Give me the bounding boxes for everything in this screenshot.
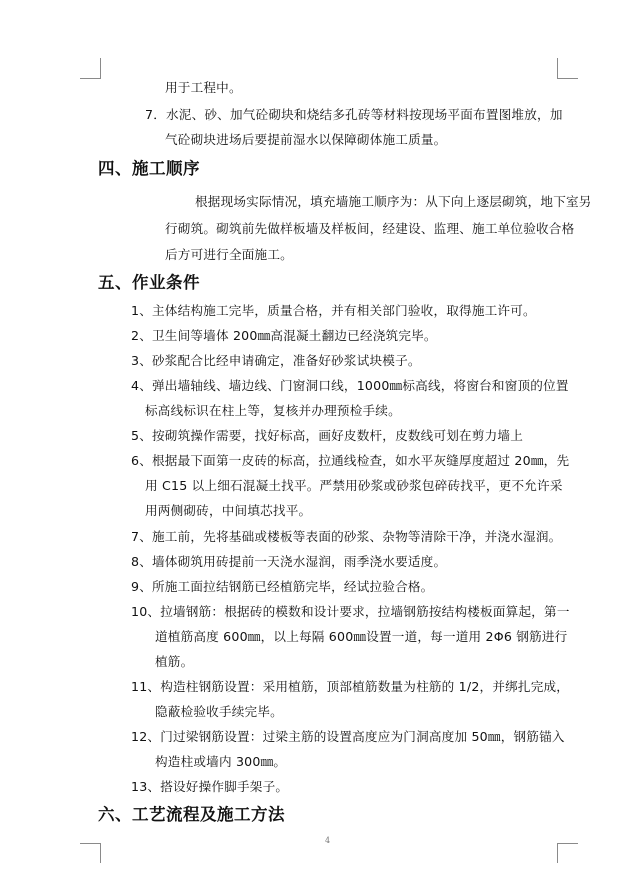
item-7-line-2: 气砼砌块进场后要提前湿水以保障砌体施工质量。: [165, 132, 447, 147]
crop-mark-top-left-v: [100, 58, 101, 78]
condition-line: 2、卫生间等墙体 200㎜高混凝土翻边已经浇筑完毕。: [131, 328, 437, 343]
crop-mark-bottom-right-v: [557, 843, 558, 863]
section-5-heading: 五、作业条件: [98, 273, 200, 292]
crop-mark-top-right-h: [557, 78, 578, 79]
section-6-heading: 六、工艺流程及施工方法: [98, 805, 285, 824]
crop-mark-bottom-left-v: [100, 843, 101, 863]
condition-line: 13、搭设好操作脚手架子。: [131, 779, 289, 794]
condition-line: 8、墙体砌筑用砖提前一天浇水湿润，雨季浇水要适度。: [131, 554, 447, 569]
condition-line: 11、构造柱钢筋设置：采用植筋，顶部植筋数量为柱筋的 1/2，并绑扎完成，: [131, 679, 570, 694]
item-7-line-1: 7．水泥、砂、加气砼砌块和烧结多孔砖等材料按现场平面布置图堆放，加: [145, 107, 563, 122]
condition-line: 1、主体结构施工完毕，质量合格，并有相关部门验收，取得施工许可。: [131, 303, 536, 318]
condition-line: 用 C15 以上细石混凝土找平。严禁用砂浆或砂浆包碎砖找平，更不允许采: [145, 478, 563, 493]
condition-line: 7、施工前，先将基础或楼板等表面的砂浆、杂物等清除干净，并浇水湿润。: [131, 529, 562, 544]
condition-line: 标高线标识在柱上等，复核并办理预检手续。: [145, 403, 401, 418]
section-4-paragraph-line-1: 根据现场实际情况，填充墙施工顺序为：从下向上逐层砌筑，地下室另: [195, 194, 592, 209]
condition-line: 隐蔽检验收手续完毕。: [155, 704, 283, 719]
crop-mark-top-left-h: [80, 78, 101, 79]
condition-line: 3、砂浆配合比经申请确定，准备好砂浆试块模子。: [131, 353, 421, 368]
condition-line: 10、拉墙钢筋：根据砖的模数和设计要求，拉墙钢筋按结构楼板面算起，第一: [131, 604, 570, 619]
condition-line: 9、所施工面拉结钢筋已经植筋完毕，经试拉验合格。: [131, 579, 434, 594]
page-number: 4: [325, 836, 331, 845]
crop-mark-bottom-left-h: [80, 843, 101, 844]
condition-line: 道植筋高度 600㎜，以上每隔 600㎜设置一道，每一道用 2Φ6 钢筋进行: [155, 629, 568, 644]
crop-mark-top-right-v: [557, 58, 558, 78]
section-4-paragraph-line-3: 后方可进行全面施工。: [165, 247, 293, 262]
crop-mark-bottom-right-h: [557, 843, 578, 844]
condition-line: 12、门过梁钢筋设置：过梁主筋的设置高度应为门洞高度加 50㎜，钢筋锚入: [131, 729, 565, 744]
condition-line: 植筋。: [155, 654, 194, 669]
condition-line: 6、根据最下面第一皮砖的标高，拉通线检查，如水平灰缝厚度超过 20㎜，先: [131, 453, 570, 468]
condition-line: 5、按砌筑操作需要，找好标高，画好皮数杆，皮数线可划在剪力墙上: [131, 428, 524, 443]
section-4-paragraph-line-2: 行砌筑。砌筑前先做样板墙及样板间，经建设、监理、施工单位验收合格: [165, 221, 575, 236]
continued-text-line: 用于工程中。: [165, 80, 242, 95]
condition-line: 构造柱或墙内 300㎜。: [155, 754, 287, 769]
section-4-heading: 四、施工顺序: [98, 159, 200, 178]
condition-line: 4、弹出墙轴线、墙边线、门窗洞口线，1000㎜标高线，将窗台和窗顶的位置: [131, 378, 569, 393]
condition-line: 用两侧砌砖，中间填芯找平。: [145, 503, 312, 518]
